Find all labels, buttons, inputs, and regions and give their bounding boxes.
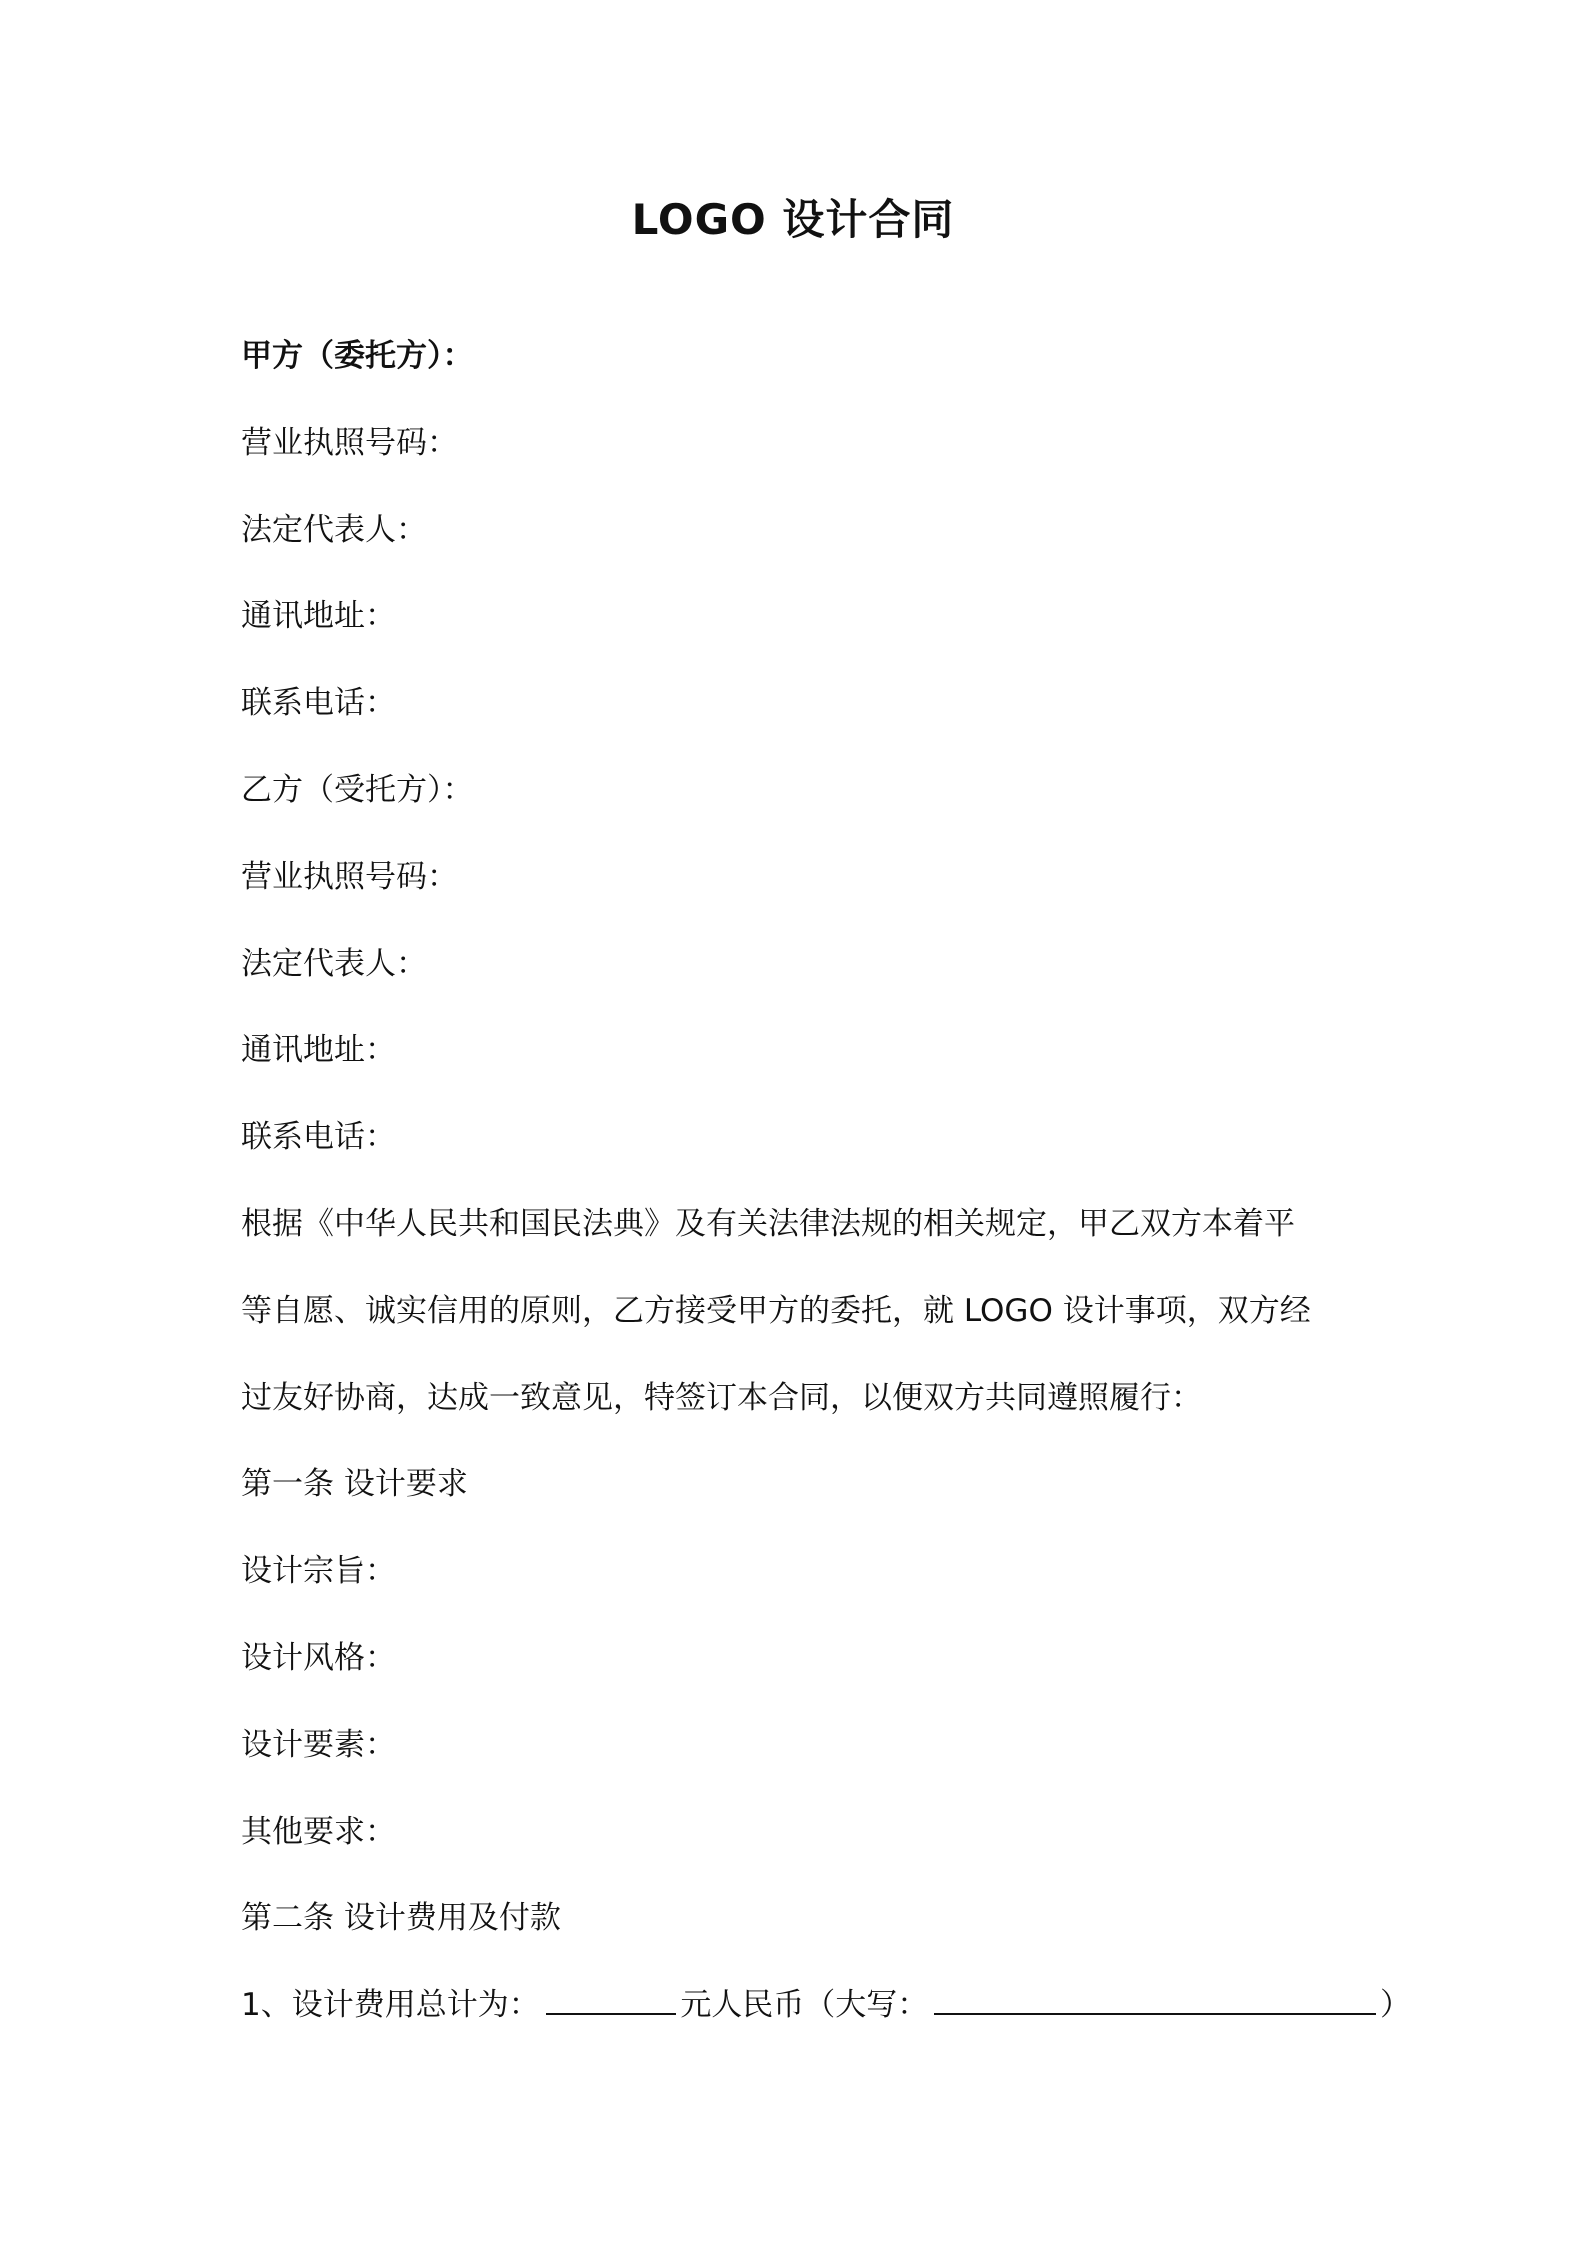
party-a-address-field: 通讯地址： [241,598,396,635]
preamble-line: 过友好协商，达成一致意见，特签订本合同，以便双方共同遵照履行： [241,1379,1202,1416]
document-title: LOGO 设计合同 [631,195,955,244]
fee-prefix-label: 1、设计费用总计为： [241,1987,540,2024]
other-requirements-field: 其他要求： [241,1813,396,1850]
party-b-license-field: 营业执照号码： [241,858,458,895]
design-style-field: 设计风格： [241,1639,396,1676]
fee-words-blank[interactable] [934,1979,1376,2015]
preamble-line: 根据《中华人民共和国民法典》及有关法律法规的相关规定，甲乙双方本着平 [241,1205,1295,1242]
party-a-license-field: 营业执照号码： [241,424,458,461]
design-purpose-field: 设计宗旨： [241,1553,396,1590]
preamble-line: 等自愿、诚实信用的原则，乙方接受甲方的委托，就 LOGO 设计事项，双方经 [241,1292,1311,1329]
design-elements-field: 设计要素： [241,1726,396,1763]
party-b-address-field: 通讯地址： [241,1032,396,1069]
party-b-legal-rep-field: 法定代表人： [241,945,427,982]
contract-body [241,328,1411,2064]
party-a-heading: 甲方（委托方）： [241,338,474,374]
fee-unit-label: 元人民币（大写： [680,1987,929,2024]
party-b-heading: 乙方（受托方）： [241,771,474,808]
party-b-phone-field: 联系电话： [241,1119,396,1156]
design-fee-line [241,1977,1411,2064]
article1-heading: 第一条 设计要求 [241,1466,468,1503]
fee-amount-blank[interactable] [546,1979,677,2015]
party-a-legal-rep-field: 法定代表人： [241,511,427,548]
fee-suffix-label: ） [1380,1987,1411,2024]
article2-heading: 第二条 设计费用及付款 [241,1900,561,1937]
party-a-phone-field: 联系电话： [241,685,396,722]
